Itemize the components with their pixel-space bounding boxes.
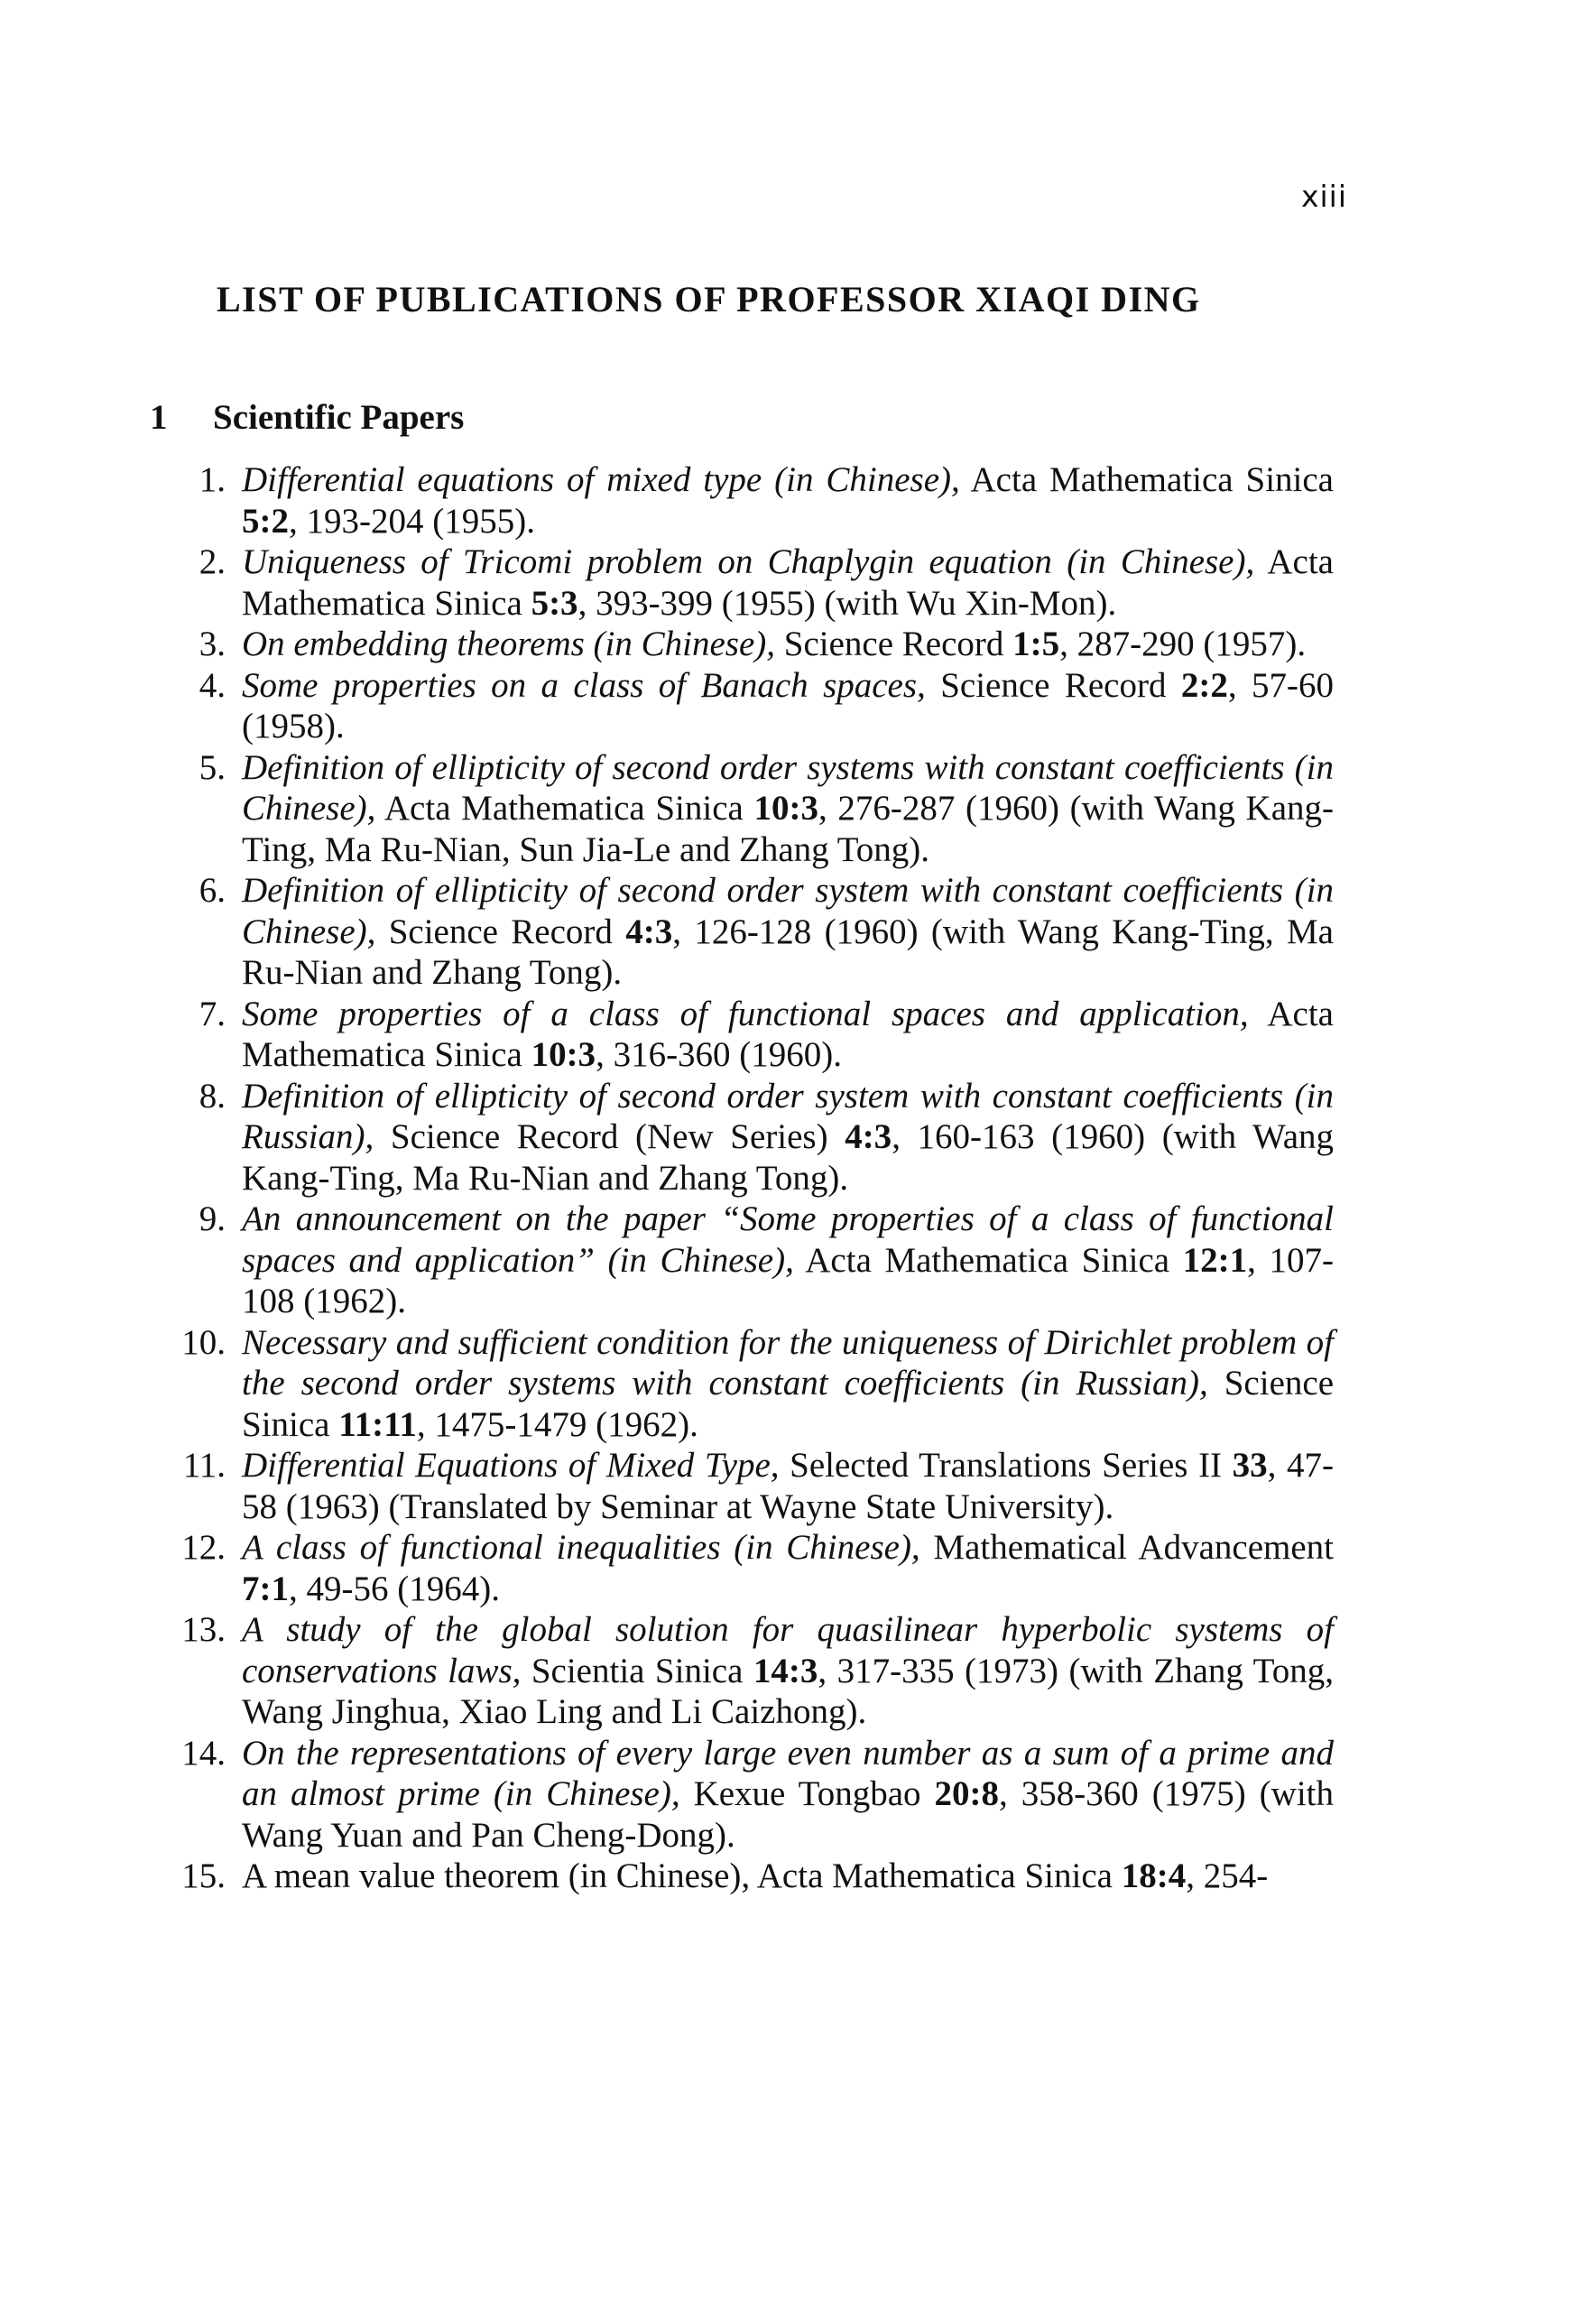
publication-text <box>242 1856 1334 1897</box>
publication-title: Definition of ellipticity of second order system with constant coefficients (in Chinese), <box>242 871 1334 951</box>
publication-item <box>162 665 1334 747</box>
publication-journal: Acta Mathematica Sinica <box>793 1240 1183 1280</box>
publication-details: , 49-56 (1964). <box>289 1569 500 1608</box>
publication-details: , 358-360 (1975) (with Wang Yuan and Pan Cheng-Dong). <box>242 1774 1334 1855</box>
publication-item <box>162 1076 1334 1199</box>
page-title: LIST OF PUBLICATIONS OF PROFESSOR XIAQI DING <box>217 279 1201 319</box>
publication-item <box>162 994 1334 1076</box>
publication-number: 12. <box>181 1528 226 1567</box>
publication-details: , 126-128 (1960) (with Wang Kang-Ting, Ma Ru-Nian and Zhang Tong). <box>242 912 1334 992</box>
publication-number: 8. <box>199 1076 226 1116</box>
publication-details: , 276-287 (1960) (with Wang Kang-Ting, Ma Ru-Nian, Sun Jia-Le and Zhang Tong). <box>242 789 1334 869</box>
publication-volume: 4:3 <box>625 912 673 951</box>
publication-title: Necessary and sufficient condition for the uniqueness of Dirichlet problem of the second order systems with constant coefficients (in Russian), <box>242 1322 1334 1403</box>
publication-journal: Acta Mathematica Sinica <box>375 789 754 828</box>
publication-number: 6. <box>199 871 226 910</box>
publication-details: , 107-108 (1962). <box>242 1240 1334 1320</box>
publication-text <box>242 1733 1334 1856</box>
publication-journal: Acta Mathematica Sinica <box>750 1856 1122 1895</box>
publication-list <box>162 459 1334 1897</box>
publication-journal: Science Record (New Series) <box>374 1117 845 1156</box>
publication-title: Differential Equations of Mixed Type, <box>242 1446 780 1485</box>
publication-volume: 33 <box>1232 1446 1268 1485</box>
publication-item <box>162 1199 1334 1322</box>
publication-item <box>162 459 1334 542</box>
publication-details: , 193-204 (1955). <box>289 501 535 541</box>
publication-text <box>242 1527 1334 1609</box>
publication-title: A mean value theorem (in Chinese), <box>242 1856 751 1895</box>
publication-item <box>162 1856 1334 1897</box>
publication-details: , 1475-1479 (1962). <box>416 1404 698 1444</box>
publication-item <box>162 1527 1334 1609</box>
publication-journal: Mathematical Advancement <box>919 1528 1334 1567</box>
publication-journal: Science Record <box>775 625 1013 663</box>
section-heading <box>150 397 464 438</box>
publication-journal: Science Sinica <box>242 1364 1335 1444</box>
publication-journal: Science Record <box>925 665 1181 705</box>
publication-title: On embedding theorems (in Chinese), <box>242 625 776 663</box>
publication-details: , 287-290 (1957). <box>1059 625 1307 663</box>
publication-number: 10. <box>181 1322 226 1362</box>
publication-number: 5. <box>199 747 226 787</box>
publication-title: Uniqueness of Tricomi problem on Chaplygin equation (in Chinese), <box>242 542 1255 581</box>
publication-number: 4. <box>199 665 226 705</box>
publication-title: A class of functional inequalities (in Chinese), <box>242 1528 920 1567</box>
publication-text <box>242 459 1334 542</box>
publication-number: 15. <box>181 1856 226 1895</box>
publication-details: , 317-335 (1973) (with Zhang Tong, Wang Jinghua, Xiao Ling and Li Caizhong). <box>242 1651 1334 1731</box>
publication-item <box>162 1609 1334 1733</box>
publication-title: On the representations of every large even number as a sum of a prime and an almost prime (in Chinese), <box>242 1733 1334 1813</box>
publication-volume: 7:1 <box>242 1569 289 1608</box>
publication-number: 13. <box>181 1610 226 1649</box>
publication-journal: Kexue Tongbao <box>679 1774 935 1813</box>
publication-title: A study of the global solution for quasilinear hyperbolic systems of conservations laws, <box>242 1610 1334 1690</box>
section-title: Scientific Papers <box>213 398 465 437</box>
publication-journal: Science Record <box>375 912 626 951</box>
publication-volume: 20:8 <box>934 1774 1000 1813</box>
publication-text <box>242 1076 1334 1199</box>
publication-text <box>242 542 1334 624</box>
publication-title: Definition of ellipticity of second order system with constant coefficients (in Russian), <box>242 1076 1334 1156</box>
publication-number: 14. <box>181 1733 226 1773</box>
publication-details: , 160-163 (1960) (with Wang Kang-Ting, Ma Ru-Nian and Zhang Tong). <box>242 1117 1335 1198</box>
publication-item <box>162 1322 1334 1446</box>
publication-text <box>242 1445 1334 1527</box>
publication-volume: 10:3 <box>753 789 818 828</box>
publication-volume: 10:3 <box>531 1035 596 1074</box>
publication-details: , 57-60 (1958). <box>242 665 1334 745</box>
publication-text <box>242 624 1334 665</box>
publication-journal: Selected Translations Series II <box>779 1446 1233 1485</box>
publication-details: , 254- <box>1186 1856 1269 1895</box>
publication-text <box>242 665 1334 747</box>
publication-details: , 316-360 (1960). <box>596 1035 843 1074</box>
publication-text <box>242 747 1334 871</box>
publication-volume: 4:3 <box>845 1117 892 1156</box>
publication-volume: 14:3 <box>753 1651 818 1690</box>
publication-title: Some properties of a class of functional spaces and application, <box>242 994 1249 1033</box>
publication-text <box>242 870 1334 994</box>
publication-journal: Acta Mathematica Sinica <box>242 542 1334 623</box>
publication-item <box>162 624 1334 665</box>
publication-volume: 12:1 <box>1182 1240 1248 1280</box>
publication-number: 3. <box>199 625 226 663</box>
publication-item <box>162 1733 1334 1856</box>
publication-number: 11. <box>182 1446 226 1485</box>
publication-journal: Acta Mathematica Sinica <box>242 994 1334 1074</box>
publication-title: Definition of ellipticity of second order systems with constant coefficients (in Chinese), <box>242 747 1334 828</box>
publication-details: , 393-399 (1955) (with Wu Xin-Mon). <box>577 583 1117 623</box>
publication-text <box>242 1609 1334 1733</box>
publication-volume: 5:2 <box>242 501 289 541</box>
publication-title: An announcement on the paper “Some properties of a class of functional spaces and application” (in Chinese), <box>242 1199 1334 1280</box>
publication-volume: 2:2 <box>1180 665 1228 705</box>
publication-item <box>162 1445 1334 1527</box>
publication-number: 2. <box>199 542 226 581</box>
publication-volume: 1:5 <box>1012 625 1060 663</box>
publication-volume: 18:4 <box>1121 1856 1187 1895</box>
publication-details: , 47-58 (1963) (Translated by Seminar at Wayne State University). <box>242 1446 1334 1526</box>
publication-text <box>242 1322 1334 1446</box>
publication-item <box>162 542 1334 624</box>
publication-journal: Acta Mathematica Sinica <box>959 460 1334 499</box>
publication-title: Differential equations of mixed type (in Chinese), <box>242 460 960 499</box>
publication-volume: 5:3 <box>531 583 578 623</box>
publication-title: Some properties on a class of Banach spaces, <box>242 665 926 705</box>
publication-number: 7. <box>199 994 226 1033</box>
section-number: 1 <box>150 398 168 437</box>
page-number: xiii <box>1300 179 1347 214</box>
publication-number: 9. <box>199 1199 226 1238</box>
publication-item <box>162 747 1334 871</box>
publication-journal: Scientia Sinica <box>521 1651 753 1690</box>
publication-volume: 11:11 <box>338 1404 417 1444</box>
publication-text <box>242 994 1334 1076</box>
publication-number: 1. <box>199 460 226 499</box>
publication-text <box>242 1199 1334 1322</box>
publication-item <box>162 870 1334 994</box>
